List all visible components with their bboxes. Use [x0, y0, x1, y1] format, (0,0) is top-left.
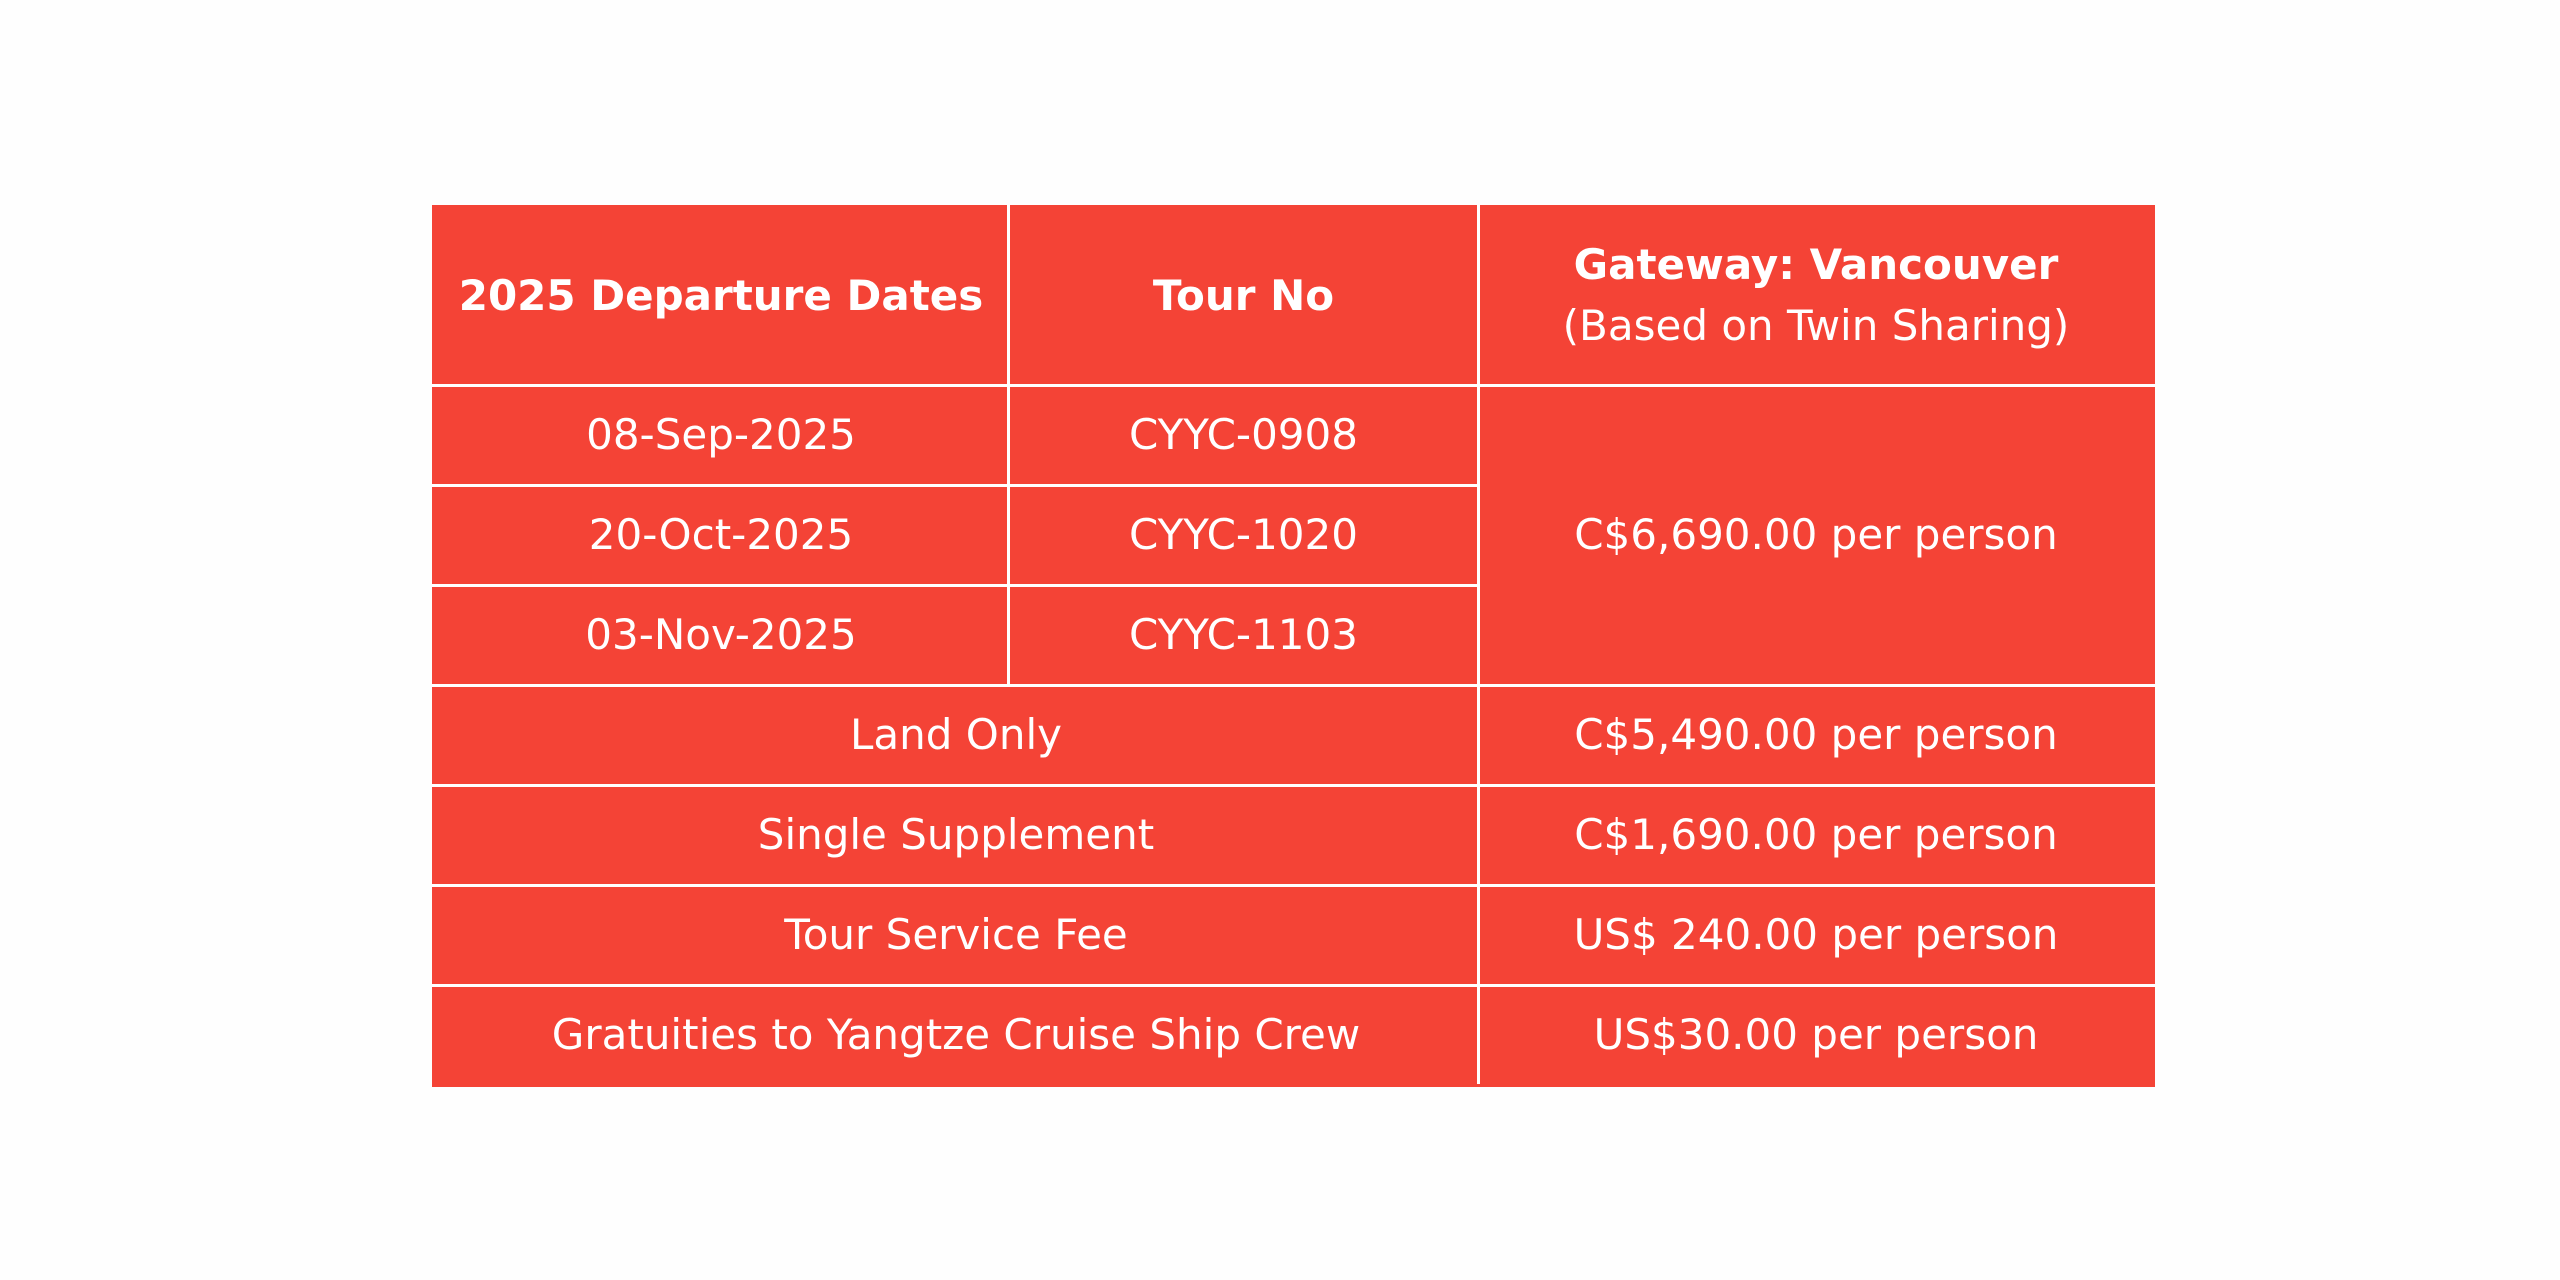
table-row — [434, 886, 2154, 986]
tour-no-cell: CYYC-1103 — [1009, 586, 1479, 686]
table-row — [434, 986, 2154, 1086]
header-tour-no: Tour No — [1009, 207, 1479, 386]
extra-label-cell: Land Only — [434, 686, 1479, 786]
table-row — [434, 686, 2154, 786]
extra-label-cell: Single Supplement — [434, 786, 1479, 886]
header-departure-dates: 2025 Departure Dates — [434, 207, 1009, 386]
header-gateway-title: Gateway: Vancouver — [1573, 240, 2059, 290]
tour-no-cell: CYYC-0908 — [1009, 386, 1479, 486]
extra-price-cell: US$30.00 per person — [1479, 986, 2154, 1086]
extra-price-cell: US$ 240.00 per person — [1479, 886, 2154, 986]
departure-date-cell: 08-Sep-2025 — [434, 386, 1009, 486]
extra-label-cell: Gratuities to Yangtze Cruise Ship Crew — [434, 986, 1479, 1086]
extra-price-cell: C$5,490.00 per person — [1479, 686, 2154, 786]
tour-no-cell: CYYC-1020 — [1009, 486, 1479, 586]
header-gateway-subtitle: (Based on Twin Sharing) — [1562, 301, 2070, 350]
extra-price-cell: C$1,690.00 per person — [1479, 786, 2154, 886]
extra-label-cell: Tour Service Fee — [434, 886, 1479, 986]
table-row — [434, 386, 2154, 486]
table-header-row — [434, 207, 2154, 386]
header-gateway — [1479, 207, 2154, 386]
departure-date-cell: 03-Nov-2025 — [434, 586, 1009, 686]
pricing-table — [432, 205, 2155, 1087]
table-row — [434, 786, 2154, 886]
departure-date-cell: 20-Oct-2025 — [434, 486, 1009, 586]
departure-price-cell: C$6,690.00 per person — [1479, 386, 2154, 686]
